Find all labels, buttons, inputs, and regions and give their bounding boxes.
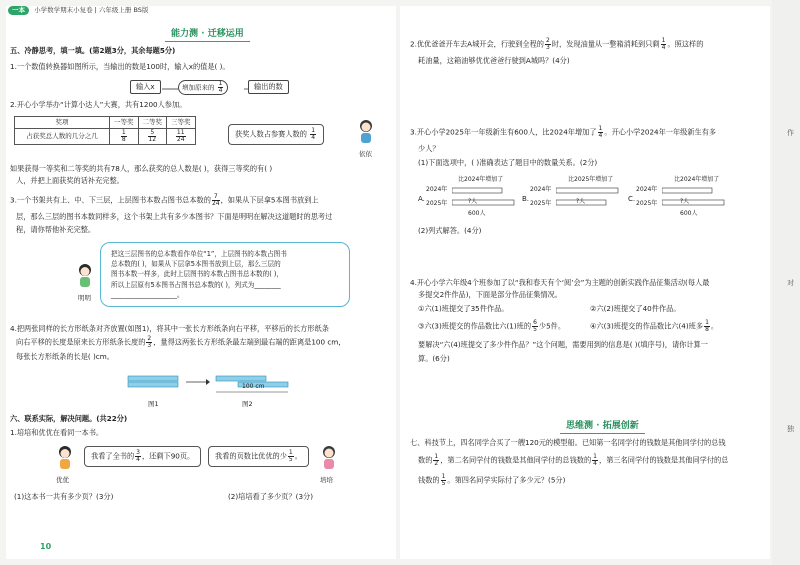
r-q4-text4: 算。(6分) xyxy=(418,354,450,363)
section-6-heading: 六、联系实际，解决问题。(共22分) xyxy=(10,414,128,423)
ability-banner: 能力测 · 迁移运用 xyxy=(165,28,250,42)
person-yiyi: 依依 xyxy=(359,150,372,158)
page-number: 10 xyxy=(40,542,52,552)
opt-b-caption: 比2025年增加了 xyxy=(568,176,614,183)
q3-text: 3.一个书架共有上、中、下三层，上层图书本数占图书总本数的 $\frac{7}{24}$ ，如果从下层拿5本图书放到上 xyxy=(10,193,319,207)
boy-youyou-icon xyxy=(54,444,76,474)
table-header: 奖项 xyxy=(15,117,110,129)
opt-c-caption: 比2024年增加了 xyxy=(674,176,720,183)
q2-text2: 如果获得一等奖和二等奖的共有78人，那么获奖的总人数是( )，获得三等奖的有( ) xyxy=(10,164,273,173)
figure1-caption: 图1 xyxy=(148,400,159,408)
opt-b-bars xyxy=(556,186,622,210)
banner2-subtitle: 拓展创新 xyxy=(602,421,639,431)
q2-text: 2.开心小学举办“计算小达人”大赛，共有1200人参加。 xyxy=(10,100,187,109)
person-peipei: 培培 xyxy=(320,476,333,484)
dimension-label: 100 cm xyxy=(242,383,265,390)
opt-b-year-top: 2024年 xyxy=(530,186,552,193)
q1-text: 1.一个数值转换器如图所示，当输出的数是100时，输入x的值是( )。 xyxy=(10,62,230,71)
table-header: 二等奖 xyxy=(138,117,167,129)
thought-note: 把这三层图书的总本数看作单位“1”，上层图书的本数占图书 总本数的( )，如果从下层拿5本图书放到上层，那么三层的 图书本数一样多，此时上层图书的本数占图书总本数的( )， 所以上层原有5本图书占图书总本数的( )，列式为________ ____________________。 xyxy=(100,242,350,307)
option-a[interactable]: A. xyxy=(418,195,425,203)
person-mingming: 明明 xyxy=(78,294,91,302)
page-header xyxy=(8,6,148,15)
options-diagrams xyxy=(418,176,758,222)
table-cell: 占获奖总人数的几分之几 xyxy=(15,129,110,145)
opt-c-unknown: ?人 xyxy=(680,198,690,205)
r-q2-text: 2.优优爸爸开车去A城开会，行驶到全程的 $\frac{2}{3}$ 时，发现油量从一整箱消耗到只剩 $\frac{1}{4}$ 。照这样的 xyxy=(410,37,704,51)
q2-text3: 人，并把上面获奖的话补充完整。 xyxy=(16,176,124,185)
r-q4-c4: ④六(3)班提交的作品数比六(4)班多 $\frac{1}{8}$ 。 xyxy=(590,319,719,333)
r-q3-text: 3.开心小学2025年一年级新生有600人，比2024年增加了 $\frac{1}{4}$ 。开心小学2024年一年级新生有多 xyxy=(410,125,717,139)
r-q7-text2: 数的 $\frac{1}{2}$ ，第二名同学付的钱数是其他同学付的总钱数的 $\frac{1}{4}$ ，第三名同学付的钱数是其他同学付的总 xyxy=(418,453,729,467)
strip-figures xyxy=(126,372,306,398)
banner2-title: 思维测 xyxy=(566,421,594,431)
banner-title: 能力测 xyxy=(171,29,199,39)
section-5-heading: 五、冷静思考，填一填。(第2题3分，其余每题5分) xyxy=(10,46,176,55)
r-q4-c2: ②六(2)班提交了40件作品。 xyxy=(590,304,681,313)
q3-text3: 程，请你帮他补充完整。 xyxy=(16,225,96,234)
table-header: 一等奖 xyxy=(110,117,139,129)
opt-a-year-bottom: 2025年 xyxy=(426,200,448,207)
p1-ask1: (1)这本书一共有多少页？(3分) xyxy=(14,492,114,501)
opt-a-year-top: 2024年 xyxy=(426,186,448,193)
table-cell: $\frac{5}{12}$ xyxy=(138,129,167,145)
opt-c-bars xyxy=(662,186,728,210)
input-box: 输入x xyxy=(130,80,161,94)
r-q4-text: 4.开心小学六年级4个班参加了以“我和春天有个‘阅’会”为主题的创新实践作品征集活动(每人最 xyxy=(410,278,710,287)
opt-a-bars xyxy=(452,186,518,210)
banner-subtitle: 迁移运用 xyxy=(207,29,244,39)
r-q3-text3: (1)下面选项中，( )准确表达了题目中的数量关系。(2分) xyxy=(418,158,598,167)
brand-logo: 一本 xyxy=(8,6,29,15)
opt-c-year-top: 2024年 xyxy=(636,186,658,193)
table-cell: $\frac{1}{8}$ xyxy=(110,129,139,145)
converter-diagram xyxy=(130,78,290,96)
girl-peipei-icon xyxy=(318,444,340,474)
opt-a-600: 600人 xyxy=(468,210,486,217)
r-q3-text2: 少人？ xyxy=(418,144,440,153)
opt-a-unknown: ?人 xyxy=(468,198,478,205)
table-header: 三等奖 xyxy=(167,117,196,129)
thinking-banner: 思维测 · 拓展创新 xyxy=(560,420,645,434)
q4-text2: 向右平移的长度是原来长方形纸条长度的 $\frac{2}{3}$ ，量得这两张长方形纸条最左端到最右端的距离是100 cm， xyxy=(16,335,346,349)
side-char-1: 作 xyxy=(787,129,794,137)
r-q4-c1: ①六(1)班提交了35件作品。 xyxy=(418,304,509,313)
speech-bubble-peipei: 我看的页数比优优的少 $\frac{1}{5}$ 。 xyxy=(208,446,309,467)
r-q4-c3: ③六(3)班提交的作品数比六(1)班的 $\frac{6}{5}$ 少5件。 xyxy=(418,319,566,333)
opt-c-year-bottom: 2025年 xyxy=(636,200,658,207)
r-q4-text3: 要解决“六(4)班提交了多少件作品？”这个问题，需要用到的信息是( )(填序号)，请你计算一 xyxy=(418,340,708,349)
opt-c-600: 600人 xyxy=(680,210,698,217)
opt-b-unknown: ?人 xyxy=(576,198,586,205)
output-box: 输出的数 xyxy=(248,80,289,94)
award-table xyxy=(14,116,196,145)
table-cell: $\frac{11}{24}$ xyxy=(167,129,196,145)
header-title: 小学数学期末小复卷 | 六年级上册 BS版 xyxy=(34,6,149,14)
opt-a-caption: 比2024年增加了 xyxy=(458,176,504,183)
option-b[interactable]: B. xyxy=(522,195,530,203)
operation-box: 增加原来的 $\frac{1}{4}$ xyxy=(178,80,228,95)
side-char-3: 独 xyxy=(787,425,794,433)
r-q7-text3: 钱数的 $\frac{1}{5}$ 。第四名同学实际付了多少元？(5分) xyxy=(418,473,566,487)
p1-text: 1.培培和优优在看同一本书。 xyxy=(10,428,104,437)
girl-yiyi-icon xyxy=(355,118,377,148)
r-q4-text2: 多提交2件作品)，下面是部分作品征集情况。 xyxy=(418,290,562,299)
person-youyou: 优优 xyxy=(56,476,69,484)
option-c[interactable]: C. xyxy=(628,195,636,203)
q3-text2: 层，那么三层的图书本数同样多，这个书架上共有多少本图书？下面是明明在解决这道题时的思考过 xyxy=(16,212,333,221)
p1-ask2: (2)培培看了多少页？(3分) xyxy=(228,492,314,501)
figure2-caption: 图2 xyxy=(242,400,253,408)
r-q2-text2: 耗油量，这箱油够优优爸爸行驶到A城吗？(4分) xyxy=(418,56,570,65)
opt-b-year-bottom: 2025年 xyxy=(530,200,552,207)
boy-mingming-icon xyxy=(74,262,96,292)
r-q3-text4: (2)列式解答。(4分) xyxy=(418,226,482,235)
q4-text3: 每张长方形纸条的长是( )cm。 xyxy=(16,352,114,361)
r-q7-text: 七、科技节上，四名同学合买了一艘120元的模型船。已知第一名同学付的钱数是其他同学付的总钱 xyxy=(410,438,726,447)
speech-bubble-youyou: 我看了全书的 $\frac{3}{4}$ ，还剩下90页。 xyxy=(84,446,201,467)
speech-bubble-yiyi: 获奖人数占参赛人数的 $\frac{1}{4}$ xyxy=(228,124,324,145)
q4-text: 4.把两张同样的长方形纸条对齐放置(如图1)，将其中一张长方形纸条向右平移，平移后的长方形纸条 xyxy=(10,324,329,333)
gutter xyxy=(772,0,800,565)
side-char-2: 对 xyxy=(787,279,794,287)
